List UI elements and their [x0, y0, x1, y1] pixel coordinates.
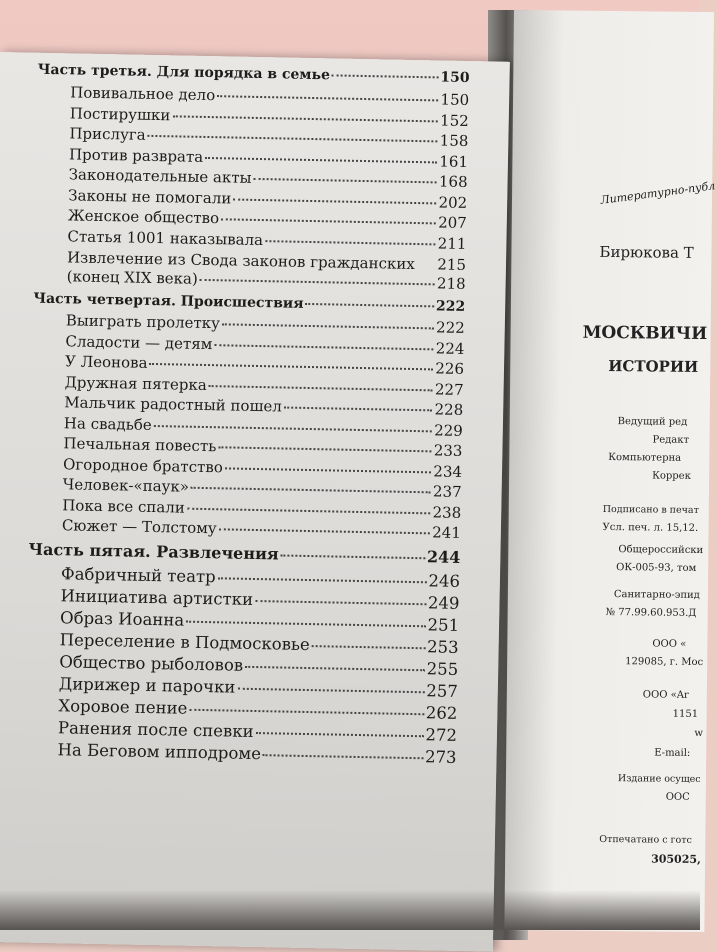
entry-page: 228 [434, 400, 464, 419]
entry-title: Пока все спали [62, 495, 186, 517]
entry-page: 255 [426, 658, 459, 679]
entry-page: 246 [428, 570, 461, 591]
entry-page: 226 [435, 359, 465, 378]
entry-page: 227 [434, 379, 464, 399]
entry-title: Переселение в Подмосковье [59, 629, 310, 654]
entry-page: 251 [427, 614, 460, 635]
imprint-line: ООО «Ar [642, 689, 689, 701]
entry-title: Человек-«паук» [62, 475, 190, 496]
imprint-line: E-mail: [654, 747, 691, 759]
right-page [504, 10, 714, 932]
genre-line: Литературно-публ [599, 179, 716, 207]
entry-title: Статья 1001 наказывала [67, 226, 264, 249]
entry-title: Дружная пятерка [64, 372, 207, 394]
imprint-line: w [694, 727, 704, 740]
imprint-line: Компьютерна [608, 452, 682, 464]
imprint-line: ООО « [652, 638, 687, 650]
entry-page: 150 [440, 90, 470, 110]
entry-page: 238 [432, 502, 462, 522]
entry-title: Повивальное дело [70, 83, 216, 105]
entry-page: 262 [425, 702, 458, 723]
entry-title: Хоровое пение [58, 695, 188, 718]
entry-page: 152 [439, 110, 469, 130]
entry-page: 158 [439, 131, 469, 151]
imprint-line: 305025, [651, 852, 701, 867]
entry-page: 168 [438, 172, 468, 191]
entry-title: Прислуга [69, 124, 146, 144]
entry-page: 207 [437, 213, 467, 232]
entry-title: Печальная повесть [63, 434, 217, 456]
entry-title: Законы не помогали [68, 185, 232, 207]
imprint-line: Издание осущес [617, 773, 701, 785]
entry-title: Женское общество [67, 206, 220, 228]
entry-title: Огородное братство [62, 454, 224, 476]
entry-page: 249 [427, 592, 460, 613]
imprint-line: ОК-005-93, том [616, 562, 697, 574]
entry-title: На Беговом ипподроме [57, 739, 262, 763]
imprint-line: Редакт [652, 434, 690, 446]
toc-entry: (конец XIX века) 218 [66, 267, 466, 293]
entry-page: 257 [426, 680, 459, 701]
bottom-shadow [0, 890, 700, 930]
entry-page: 222 [435, 318, 465, 337]
imprint-line: Общероссийски [618, 544, 704, 557]
book-title: МОСКВИЧИ [582, 322, 708, 345]
imprint-line: Ведущий ред [617, 416, 688, 428]
entry-title: Законодательные акты [68, 165, 252, 187]
entry-page: 229 [434, 420, 463, 440]
entry-title: Общество рыболовов [59, 651, 244, 675]
entry-page: 272 [425, 724, 458, 745]
entry-title: Инициатива артистки [60, 585, 254, 609]
entry-title: Постирушки [69, 103, 171, 124]
entry-page: 224 [435, 338, 465, 358]
entry-title: У Леонова [64, 352, 148, 372]
toc-entry: Извлечение из Свода законов гражданских 215 [66, 248, 467, 274]
toc-part-3-items [34, 85, 469, 257]
entry-title: Сладости — детям [65, 331, 213, 353]
book-subtitle: ИСТОРИИ [608, 357, 699, 376]
table-of-contents [24, 63, 469, 772]
imprint-line: Коррек [652, 470, 691, 482]
entry-title: Выиграть пролетку [65, 311, 221, 333]
entry-title: Против разврата [68, 144, 204, 166]
entry-title: Мальчик радостный пошел [64, 393, 283, 416]
entry-page: 253 [426, 636, 459, 657]
entry-title: Ранения после спевки [57, 717, 254, 741]
imprint-line: Усл. печ. л. 15,12. [602, 521, 699, 534]
toc-part-4-items [29, 313, 465, 547]
toc-part-5-items [24, 565, 460, 771]
imprint-line: 129085, г. Мос [625, 656, 704, 669]
toc-part-3: Часть третья. Для порядка в семье 150 [37, 61, 470, 87]
entry-page: 233 [433, 441, 463, 460]
entry-title: Фабричный театр [60, 563, 216, 586]
entry-page: 211 [437, 233, 467, 253]
toc-part-5: Часть пятая. Развлечения 244 [28, 539, 461, 567]
imprint-line: 1151 [672, 708, 699, 720]
entry-title: На свадьбе [63, 413, 152, 434]
entry-page: 202 [438, 192, 468, 212]
entry-title: Образ Иоанна [59, 607, 185, 630]
imprint-line: Отпечатано с готс [599, 833, 692, 846]
entry-page: 237 [432, 482, 462, 501]
entry-page: 161 [439, 151, 469, 171]
entry-title: Сюжет — Толстому [61, 516, 217, 538]
imprint-line: ООС [665, 791, 690, 803]
entry-title: Дирижер и парочки [58, 673, 236, 697]
imprint-line: № 77.99.60.953.Д [605, 606, 697, 619]
author-name: Бирюкова Т [599, 242, 694, 262]
entry-page: 234 [433, 461, 463, 481]
toc-part-4: Часть четвертая. Происшествия 222 [33, 290, 466, 315]
imprint-line: Подписано в печат [602, 503, 699, 516]
entry-page: 241 [432, 523, 462, 542]
imprint-line: Санитарно-эпид [613, 589, 700, 601]
left-page [0, 52, 510, 952]
entry-page: 273 [424, 746, 457, 767]
